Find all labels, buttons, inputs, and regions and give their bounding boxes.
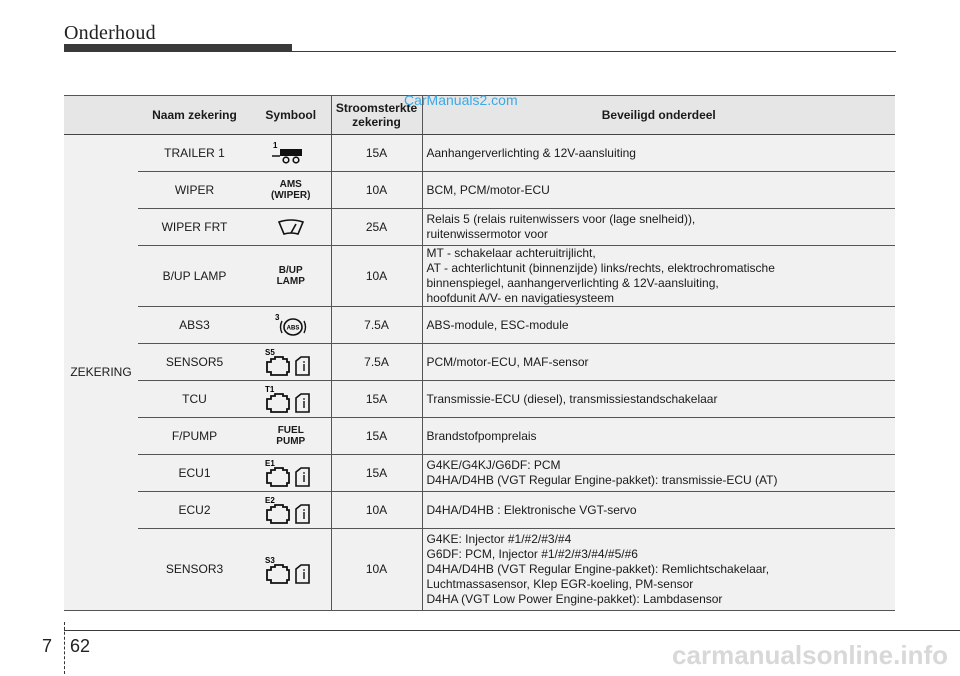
- fuse-amperage: 15A: [331, 455, 422, 492]
- fuse-name: B/UP LAMP: [138, 246, 251, 307]
- fuse-amperage: 10A: [331, 492, 422, 529]
- protected-part: ABS-module, ESC-module: [422, 307, 895, 344]
- fuse-name: TRAILER 1: [138, 135, 251, 172]
- fuse-symbol: [251, 418, 331, 455]
- chapter-number: 7: [42, 636, 53, 656]
- engine-icon: [261, 495, 321, 525]
- symbol-text: AMS (WIPER): [271, 178, 311, 201]
- fuse-amperage: 10A: [331, 246, 422, 307]
- protected-part: BCM, PCM/motor-ECU: [422, 172, 895, 209]
- fuse-symbol: [251, 344, 331, 381]
- table-row: [64, 344, 895, 381]
- symbol-index: E2: [264, 496, 275, 505]
- watermark-top[interactable]: CarManuals2.com: [404, 92, 518, 108]
- fuse-symbol: [251, 307, 331, 344]
- fuse-name: ECU2: [138, 492, 251, 529]
- fuse-symbol: [251, 455, 331, 492]
- wiper-icon: [276, 217, 306, 237]
- table-row: [64, 209, 895, 246]
- protected-part: Brandstofpomprelais: [422, 418, 895, 455]
- fuse-name: WIPER FRT: [138, 209, 251, 246]
- fuse-name: ABS3: [138, 307, 251, 344]
- header-symbol: Symbool: [251, 96, 331, 135]
- header-amperage: Stroomsterkte zekering: [331, 96, 422, 135]
- symbol-text: FUEL PUMP: [276, 424, 306, 447]
- symbol-text: B/UP LAMP: [276, 264, 305, 287]
- fuse-amperage: 7.5A: [331, 344, 422, 381]
- watermark-bottom[interactable]: carmanualsonline.info: [672, 640, 948, 670]
- fuse-symbol: [251, 209, 331, 246]
- fuse-name: ECU1: [138, 455, 251, 492]
- fuse-symbol: [251, 529, 331, 611]
- fuse-name: SENSOR5: [138, 344, 251, 381]
- footer-divider: [64, 622, 65, 674]
- engine-icon: [261, 347, 321, 377]
- footer-rule: [64, 630, 960, 631]
- symbol-index: E1: [264, 459, 275, 468]
- table-row: [64, 381, 895, 418]
- protected-part: Transmissie-ECU (diesel), transmissiestandschakelaar: [422, 381, 895, 418]
- symbol-index: S3: [264, 555, 275, 565]
- category-cell: ZEKERING: [64, 135, 138, 611]
- table-row: [64, 492, 895, 529]
- fuse-symbol: [251, 246, 331, 307]
- table-row: [64, 135, 895, 172]
- engine-icon: [261, 555, 321, 585]
- fuse-name: SENSOR3: [138, 529, 251, 611]
- fuse-amperage: 15A: [331, 418, 422, 455]
- fuse-amperage: 10A: [331, 529, 422, 611]
- fuse-name: WIPER: [138, 172, 251, 209]
- fuse-name: TCU: [138, 381, 251, 418]
- svg-text:ABS: ABS: [286, 325, 300, 332]
- fuse-symbol: [251, 172, 331, 209]
- fuse-amperage: 15A: [331, 381, 422, 418]
- header-cell-empty: [64, 96, 138, 135]
- fuse-symbol: [251, 135, 331, 172]
- protected-part: G4KE/G4KJ/G6DF: PCM D4HA/D4HB (VGT Regular Engine-pakket): transmissie-ECU (AT): [422, 455, 895, 492]
- protected-part: PCM/motor-ECU, MAF-sensor: [422, 344, 895, 381]
- symbol-index: 3: [274, 313, 280, 322]
- engine-icon: [261, 458, 321, 488]
- header-fuse-name: Naam zekering: [138, 96, 251, 135]
- table-row: [64, 246, 895, 307]
- page-number: 62: [70, 636, 91, 656]
- fuse-table: [64, 95, 895, 611]
- fuse-amperage: 25A: [331, 209, 422, 246]
- fuse-amperage: 15A: [331, 135, 422, 172]
- protected-part: D4HA/D4HB : Elektronische VGT-servo: [422, 492, 895, 529]
- table-row: [64, 307, 895, 344]
- protected-part: Relais 5 (relais ruitenwissers voor (lage snelheid)), ruitenwissermotor voor: [422, 209, 895, 246]
- table-row: [64, 455, 895, 492]
- header-protected-part: Beveiligd onderdeel: [422, 96, 895, 135]
- engine-icon: [261, 384, 321, 414]
- fuse-name: F/PUMP: [138, 418, 251, 455]
- page-header-title: Onderhoud: [64, 22, 156, 44]
- fuse-amperage: 7.5A: [331, 307, 422, 344]
- table-row: [64, 172, 895, 209]
- table-row: [64, 418, 895, 455]
- fuse-symbol: [251, 492, 331, 529]
- trailer-icon: [268, 140, 314, 166]
- protected-part: G4KE: Injector #1/#2/#3/#4 G6DF: PCM, Injector #1/#2/#3/#4/#5/#6 D4HA/D4HB (VGT Regular Engine-pakket): Remlichtschakelaar, Luchtmassasensor, Klep EGR-koeling, PM-sensor D4HA (VGT Low Power Engine-pakket): Lambdasensor: [422, 529, 895, 611]
- header-rule: [64, 51, 896, 52]
- fuse-table-body: [64, 135, 895, 611]
- protected-part: Aanhangerverlichting & 12V-aansluiting: [422, 135, 895, 172]
- fuse-amperage: 10A: [331, 172, 422, 209]
- symbol-index: S5: [264, 348, 275, 357]
- symbol-index: T1: [264, 385, 275, 394]
- header-accent-bar: [64, 44, 292, 51]
- symbol-index: 1: [272, 141, 278, 150]
- table-row: [64, 529, 895, 611]
- protected-part: MT - schakelaar achteruitrijlicht, AT - achterlichtunit (binnenzijde) links/rechts, elektrochromatische binnenspiegel, aanhangerverlichting & 12V-aansluiting, hoofdunit A/V- en navigatiesysteem: [422, 246, 895, 307]
- fuse-symbol: [251, 381, 331, 418]
- abs-icon: [268, 312, 314, 338]
